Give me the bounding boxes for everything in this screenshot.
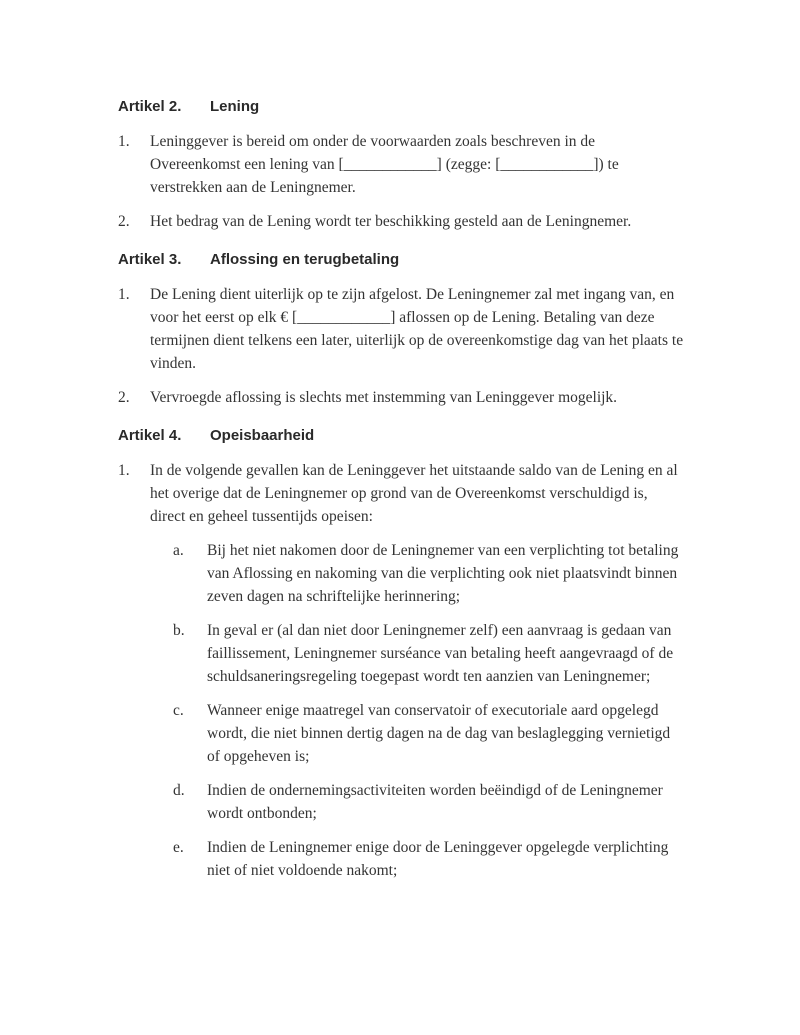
item-text: Leninggever is bereid om onder de voorwaarden zoals beschreven in de Overeenkomst een lening van [____________] (zegge: [____________]) te verstrekken aan de Leningnemer. [150, 133, 619, 196]
numbered-item [118, 459, 685, 528]
sub-item-marker: c. [173, 702, 184, 719]
item-text: Het bedrag van de Lening wordt ter beschikking gesteld aan de Leningnemer. [150, 213, 632, 230]
item-text: In de volgende gevallen kan de Leninggever het uitstaande saldo van de Lening en al het overige dat de Leningnemer op grond van de Overeenkomst verschuldigd is, direct en geheel tussentijds opeisen: [150, 462, 678, 525]
article-title: Opeisbaarheid [210, 427, 315, 444]
item-text: Vervroegde aflossing is slechts met instemming van Leninggever mogelijk. [150, 389, 618, 406]
article-heading [118, 248, 685, 271]
item-text: De Lening dient uiterlijk op te zijn afgelost. De Leningnemer zal met ingang van, en voor het eerst op elk € [____________] aflossen op de Lening. Betaling van deze termijnen dient telkens een later, uiterlijk op de overeenkomstige dag van het plaats te vinden. [150, 286, 684, 372]
item-marker: 1. [118, 462, 130, 479]
lettered-sub-item [173, 779, 685, 825]
lettered-sub-item [173, 539, 685, 608]
sub-item-marker: a. [173, 542, 184, 559]
article-heading [118, 424, 685, 447]
lettered-sub-item [173, 836, 685, 882]
article-heading [118, 95, 685, 118]
numbered-item [118, 210, 685, 233]
article-number: Artikel 4. [118, 427, 182, 444]
lettered-sub-item [173, 619, 685, 688]
sub-item-text: In geval er (al dan niet door Leningnemer zelf) een aanvraag is gedaan van faillissement, Leningnemer surséance van betaling heeft aangevraagd of de schuldsaneringsregeling toegepast wordt ten aanzien van Leningnemer; [207, 622, 674, 685]
numbered-item [118, 386, 685, 409]
numbered-item [118, 283, 685, 375]
item-marker: 1. [118, 286, 130, 303]
article-number: Artikel 2. [118, 98, 182, 115]
article-title: Aflossing en terugbetaling [210, 251, 400, 268]
item-marker: 2. [118, 213, 130, 230]
item-marker: 1. [118, 133, 130, 150]
sub-item-text: Wanneer enige maatregel van conservatoir of executoriale aard opgelegd wordt, die niet binnen dertig dagen na de dag van beslaglegging vernietigd of opgeheven is; [207, 702, 671, 765]
item-marker: 2. [118, 389, 130, 406]
sub-item-text: Bij het niet nakomen door de Leningnemer van een verplichting tot betaling van Aflossing en nakoming van die verplichting ook niet plaatsvindt binnen zeven dagen na schriftelijke herinnering; [207, 542, 679, 605]
sub-item-text: Indien de Leningnemer enige door de Leninggever opgelegde verplichting niet of niet voldoende nakomt; [207, 839, 669, 879]
article-number: Artikel 3. [118, 251, 182, 268]
article-title: Lening [210, 98, 260, 115]
sub-item-marker: d. [173, 782, 185, 799]
sub-item-marker: e. [173, 839, 184, 856]
numbered-item [118, 130, 685, 199]
sub-item-text: Indien de ondernemingsactiviteiten worden beëindigd of de Leningnemer wordt ontbonden; [207, 782, 663, 822]
sub-item-marker: b. [173, 622, 185, 639]
lettered-sub-item [173, 699, 685, 768]
